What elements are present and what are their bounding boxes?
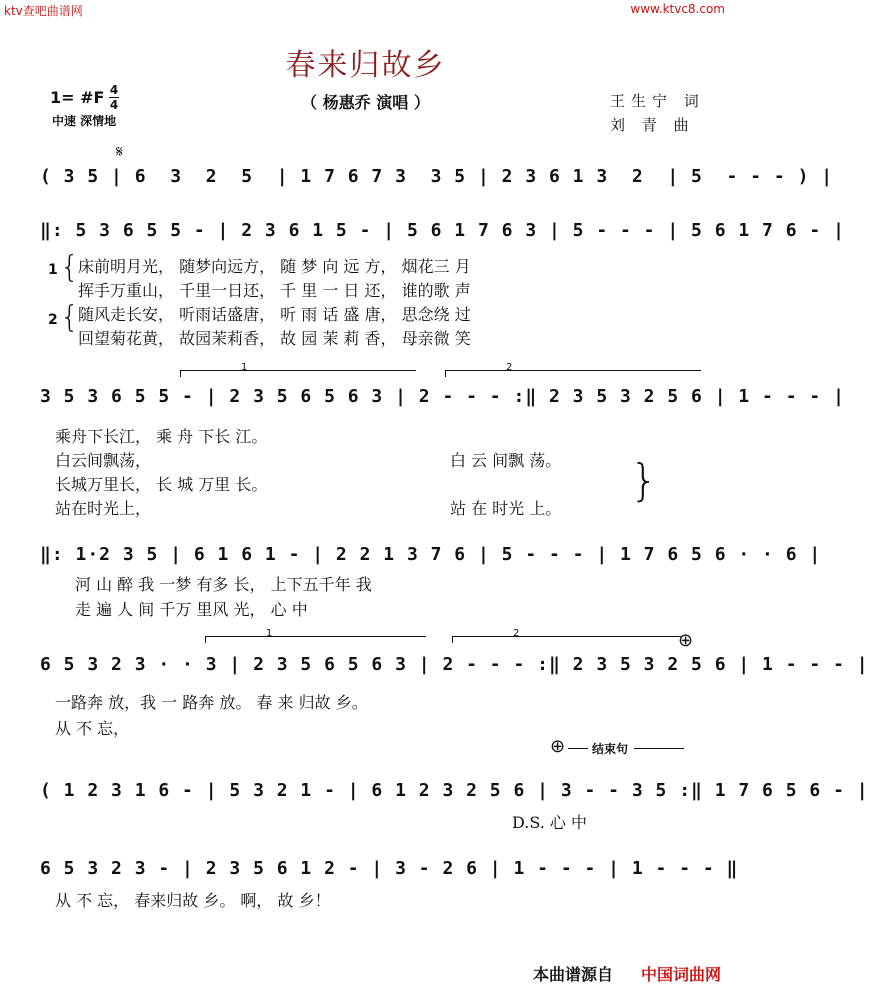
lyric-line: 乘舟下长江， 乘 舟 下长 江。 <box>55 427 268 446</box>
key-signature: 1= #F <box>50 88 105 107</box>
staff-notes: ( 3 5 | 6 3 2 5 | 1 7 6 7 3 3 5 | 2 3 6 1 3 2 | 5 - - - ) | <box>40 166 834 187</box>
staff-notes: 6 5 3 2 3 - | 2 3 5 6 1 2 - | 3 - 2 6 | 1 - - - | 1 - - - ‖ <box>40 858 739 879</box>
composer: 刘 青 曲 <box>610 116 695 134</box>
lyric-line: 河 山 醉 我 一梦 有多 长， 上下五千年 我 <box>75 575 372 594</box>
watermark-right: www.ktvc8.com <box>630 2 725 16</box>
segno-icon: 𝄋 <box>116 142 123 161</box>
coda-icon: ⊕ <box>678 630 694 651</box>
staff-5 <box>40 648 869 682</box>
staff-7 <box>40 852 739 886</box>
lyric-line: 站在时光上， <box>55 499 152 518</box>
brace-icon: } <box>630 455 658 506</box>
volta-bracket-1: 1 <box>205 636 426 643</box>
lyric-line: 回望菊花黄， 故园茉莉香， 故 园 茉 莉 香， 母亲微 笑 <box>78 329 471 348</box>
verse-number-1: 1 <box>48 262 58 278</box>
staff-notes: ‖: 1·2 3 5 | 6 1 6 1 - | 2 2 1 3 7 6 | 5 - - - | 1 7 6 5 6 · · 6 | <box>40 544 822 565</box>
staff-notes: ( 1 2 3 1 6 - | 5 3 2 1 - | 6 1 2 3 2 5 6 | 3 - - 3 5 :‖ 1 7 6 5 6 - | <box>40 780 869 801</box>
volta-bracket-2: 2 <box>445 370 701 377</box>
singer-credit: （ 杨惠乔 演唱 ） <box>301 93 430 112</box>
staff-notes: ‖: 5 3 6 5 5 - | 2 3 6 1 5 - | 5 6 1 7 6 3 | 5 - - - | 5 6 1 7 6 - | <box>40 220 845 241</box>
staff-3 <box>40 380 845 414</box>
time-sig-top: 4 <box>109 83 119 97</box>
time-sig-bottom: 4 <box>109 98 119 112</box>
lyric-line: 白 云 间飘 荡。 <box>450 451 562 470</box>
tempo-marking: 中速 深情地 <box>52 114 117 128</box>
verse-number-2: 2 <box>48 312 58 328</box>
volta-bracket-2: 2 <box>452 636 681 643</box>
lyric-line: 走 遍 人 间 千万 里风 光， 心 中 <box>75 600 308 619</box>
lyric-line: 长城万里长， 长 城 万里 长。 <box>55 475 268 494</box>
staff-6 <box>40 774 869 808</box>
lyricist: 王生宁 词 <box>610 92 705 110</box>
staff-2 <box>40 214 845 248</box>
time-signature <box>109 84 119 111</box>
staff-notes: 3 5 3 6 5 5 - | 2 3 5 6 5 6 3 | 2 - - - :‖ 2 3 5 3 2 5 6 | 1 - - - | <box>40 386 845 407</box>
lyric-line: 从 不 忘， <box>55 719 130 738</box>
coda-icon: ⊕ <box>550 736 566 757</box>
lyric-line: 挥手万重山， 千里一日还， 千 里 一 日 还， 谁的歌 声 <box>78 281 471 300</box>
ds-lyric-line: D.S. 心 中 <box>512 813 587 832</box>
brace-icon: { <box>60 250 80 285</box>
brace-icon: { <box>60 300 80 335</box>
song-title: 春来归故乡 <box>285 48 446 83</box>
lyric-line: 随风走长安， 听雨话盛唐， 听 雨 话 盛 唐， 思念绕 过 <box>78 305 471 324</box>
footer-source: 本曲谱源自 <box>532 965 613 984</box>
lyric-line: 一路奔 放，我 一 路奔 放。 春 来 归故 乡。 <box>55 693 368 712</box>
lyric-line: 白云间飘荡， <box>55 451 152 470</box>
footer-site: 中国词曲网 <box>640 965 721 984</box>
lyric-line: 站 在 时光 上。 <box>450 499 562 518</box>
watermark-left: ktv查吧曲谱网 <box>4 4 83 18</box>
volta-bracket-1: 1 <box>180 370 416 377</box>
lyric-line: 从 不 忘， 春来归故 乡。 啊， 故 乡！ <box>55 891 331 910</box>
lyric-line: 床前明月光， 随梦向远方， 随 梦 向 远 方， 烟花三 月 <box>78 257 471 276</box>
end-phrase-label: 结束句 <box>592 742 629 756</box>
staff-1 <box>40 160 834 194</box>
staff-notes: 6 5 3 2 3 · · 3 | 2 3 5 6 5 6 3 | 2 - - - :‖ 2 3 5 3 2 5 6 | 1 - - - | <box>40 654 869 675</box>
staff-4 <box>40 538 822 572</box>
